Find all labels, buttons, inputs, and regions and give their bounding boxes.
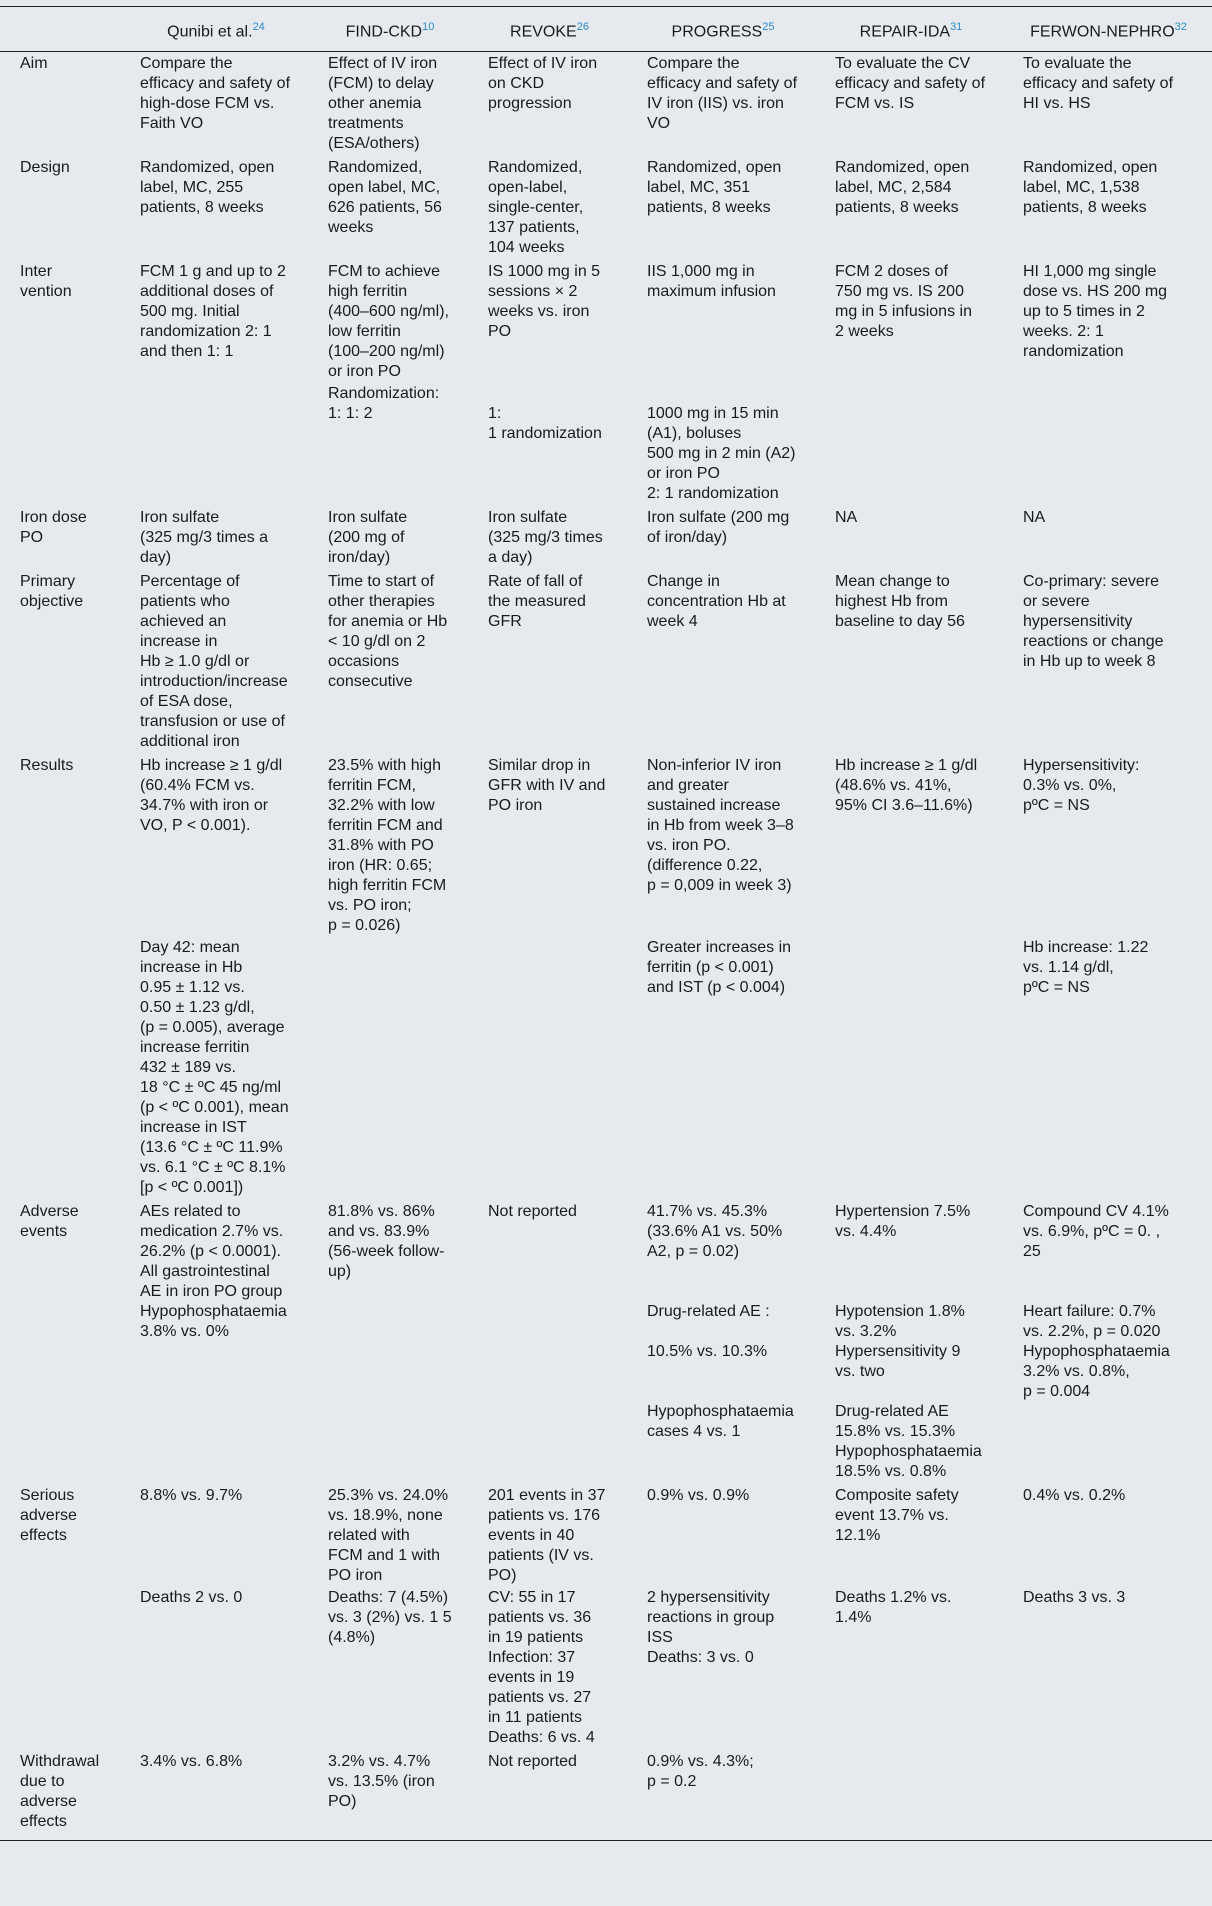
table-row: [0, 1588, 1212, 1750]
table-cell: [817, 570, 1005, 754]
table-cell: [470, 938, 629, 1200]
column-header-label: FIND-CKD: [345, 23, 423, 41]
cell-text: Deaths: 7 (4.5%) vs. 3 (2%) vs. 1 5 (4.8%): [328, 1589, 452, 1647]
cell-text: 81.8% vs. 86% and vs. 83.9% (56-week follow- up): [328, 1203, 445, 1281]
row-label: [0, 384, 122, 506]
table-row: [0, 1484, 1212, 1588]
table-cell: [470, 506, 629, 570]
row-label: [0, 1484, 122, 1588]
table-cell: [817, 1200, 1005, 1484]
table-cell: [470, 52, 629, 157]
table-cell: [310, 506, 470, 570]
row-label-text: Withdrawal due to adverse effects: [20, 1753, 100, 1831]
table-cell: [310, 384, 470, 506]
table-cell: [470, 1750, 629, 1841]
table-cell: [817, 1750, 1005, 1841]
cell-text: 25.3% vs. 24.0% vs. 18.9%, none related with FCM and 1 with PO iron: [328, 1487, 449, 1585]
column-header-6: [1005, 7, 1212, 52]
cell-text: HI 1,000 mg single dose vs. HS 200 mg up to 5 times in 2 weeks. 2: 1 randomization: [1023, 263, 1168, 361]
table-cell: [310, 1200, 470, 1484]
cell-text: Deaths 2 vs. 0: [140, 1589, 243, 1607]
cell-text: Effect of IV iron on CKD progression: [488, 55, 598, 113]
row-label: [0, 754, 122, 938]
cell-text: Randomized, open label, MC, 2,584 patients, 8 weeks: [835, 159, 970, 217]
column-header-label: REVOKE: [510, 23, 577, 41]
table-cell: [310, 1484, 470, 1588]
table-cell: [817, 506, 1005, 570]
table-row: [0, 260, 1212, 384]
table-row: [0, 1750, 1212, 1841]
table-cell: [817, 260, 1005, 384]
row-label: [0, 570, 122, 754]
table-cell: [629, 754, 817, 938]
cell-text: Mean change to highest Hb from baseline to day 56: [835, 573, 965, 631]
cell-text: Iron sulfate (200 mg of iron/day): [647, 509, 790, 547]
reference-number: 10: [422, 21, 435, 33]
table-cell: [310, 570, 470, 754]
table-row: [0, 156, 1212, 260]
cell-text: NA: [1023, 509, 1046, 527]
row-label: [0, 1200, 122, 1484]
row-label-text: Iron dose PO: [20, 509, 87, 547]
table-cell: [1005, 1588, 1212, 1750]
row-label-text: Design: [20, 159, 70, 177]
table-cell: [1005, 52, 1212, 157]
table-cell: [122, 1588, 310, 1750]
cell-text: 3.4% vs. 6.8%: [140, 1753, 243, 1771]
row-label: [0, 156, 122, 260]
cell-text: 41.7% vs. 45.3% (33.6% A1 vs. 50% A2, p = 0.02) Drug-related AE : 10.5% vs. 10.3% Hypophosphataemia cases 4 vs. 1: [647, 1203, 794, 1441]
cell-text: Not reported: [488, 1203, 577, 1221]
reference-number: 24: [252, 21, 265, 33]
cell-text: Percentage of patients who achieved an increase in Hb ≥ 1.0 g/dl or introduction/increase of ESA dose, transfusion or use of additional iron: [140, 573, 288, 751]
table-cell: [1005, 384, 1212, 506]
cell-text: Hypersensitivity: 0.3% vs. 0%, pºC = NS: [1023, 757, 1140, 815]
cell-text: 23.5% with high ferritin FCM, 32.2% with low ferritin FCM and 31.8% with PO iron (HR: 0.65; high ferritin FCM vs. PO iron; p = 0.026): [328, 757, 447, 935]
cell-text: 8.8% vs. 9.7%: [140, 1487, 243, 1505]
row-label: [0, 260, 122, 384]
cell-text: FCM 2 doses of 750 mg vs. IS 200 mg in 5 infusions in 2 weeks: [835, 263, 972, 341]
table-cell: [470, 754, 629, 938]
table-cell: [470, 1200, 629, 1484]
cell-text: 1: 1 randomization: [488, 405, 602, 443]
cell-text: 0.4% vs. 0.2%: [1023, 1487, 1126, 1505]
cell-text: Hb increase: 1.22 vs. 1.14 g/dl, pºC = NS: [1023, 939, 1149, 997]
cell-text: Deaths 3 vs. 3: [1023, 1589, 1126, 1607]
cell-text: Time to start of other therapies for anemia or Hb < 10 g/dl on 2 occasions consecutive: [328, 573, 448, 691]
cell-text: IIS 1,000 mg in maximum infusion: [647, 263, 776, 301]
cell-text: IS 1000 mg in 5 sessions × 2 weeks vs. iron PO: [488, 263, 601, 341]
cell-text: Randomized, open-label, single-center, 137 patients, 104 weeks: [488, 159, 584, 257]
table-cell: [629, 260, 817, 384]
table-cell: [817, 938, 1005, 1200]
cell-text: Deaths 1.2% vs. 1.4%: [835, 1589, 952, 1627]
table-cell: [470, 1484, 629, 1588]
row-label: [0, 52, 122, 157]
table-row: [0, 754, 1212, 938]
row-label-text: Adverse events: [20, 1203, 79, 1241]
row-label-text: Primary objective: [20, 573, 84, 611]
table-cell: [1005, 1750, 1212, 1841]
column-header-label: Qunibi et al.: [167, 23, 253, 41]
table-cell: [122, 938, 310, 1200]
table-cell: [310, 1588, 470, 1750]
cell-text: Hb increase ≥ 1 g/dl (60.4% FCM vs. 34.7% with iron or VO, P < 0.001).: [140, 757, 283, 835]
cell-text: Randomized, open label, MC, 1,538 patients, 8 weeks: [1023, 159, 1158, 217]
row-label-text: Serious adverse effects: [20, 1487, 77, 1545]
cell-text: AEs related to medication 2.7% vs. 26.2% (p < 0.0001). All gastrointestinal AE in iron PO group Hypophosphataemia 3.8% vs. 0%: [140, 1203, 287, 1341]
table-cell: [629, 1200, 817, 1484]
table-cell: [470, 260, 629, 384]
table-cell: [470, 1588, 629, 1750]
row-label: [0, 938, 122, 1200]
table-cell: [122, 156, 310, 260]
table-cell: [122, 1750, 310, 1841]
cell-text: Randomized, open label, MC, 626 patients, 56 weeks: [328, 159, 442, 237]
table-cell: [122, 384, 310, 506]
cell-text: Randomization: 1: 1: 2: [328, 385, 440, 423]
table-cell: [310, 1750, 470, 1841]
table-cell: [470, 570, 629, 754]
table-cell: [629, 938, 817, 1200]
header-corner: [0, 7, 122, 52]
cell-text: Compare the efficacy and safety of high-dose FCM vs. Faith VO: [140, 55, 291, 133]
table-cell: [1005, 506, 1212, 570]
cell-text: 0.9% vs. 4.3%; p = 0.2: [647, 1753, 754, 1791]
column-header-5: [817, 7, 1005, 52]
table-cell: [122, 570, 310, 754]
reference-number: 31: [950, 21, 963, 33]
table-cell: [1005, 1484, 1212, 1588]
table-cell: [1005, 156, 1212, 260]
table-cell: [122, 52, 310, 157]
column-header-4: [629, 7, 817, 52]
table-cell: [817, 156, 1005, 260]
reference-number: 26: [576, 21, 589, 33]
row-label: [0, 1750, 122, 1841]
cell-text: Day 42: mean increase in Hb 0.95 ± 1.12 vs. 0.50 ± 1.23 g/dl, (p = 0.005), average increase ferritin 432 ± 189 vs. 18 °C ± ºC 45 ng/ml (p < ºC 0.001), mean increase in IST (13.6 °C ± ºC 11.9% vs. 6.1 °C ± ºC 8.1% [p < ºC 0.001]): [140, 939, 289, 1197]
cell-text: Iron sulfate (200 mg of iron/day): [328, 509, 408, 567]
table-cell: [310, 52, 470, 157]
table-cell: [1005, 260, 1212, 384]
column-header-label: PROGRESS: [671, 23, 763, 41]
cell-text: Randomized, open label, MC, 255 patients, 8 weeks: [140, 159, 275, 217]
table-cell: [629, 1750, 817, 1841]
cell-text: 1000 mg in 15 min (A1), boluses 500 mg in 2 min (A2) or iron PO 2: 1 randomization: [647, 405, 796, 503]
table-cell: [629, 1588, 817, 1750]
cell-text: FCM to achieve high ferritin (400–600 ng/ml), low ferritin (100–200 ng/ml) or iron PO: [328, 263, 449, 381]
cell-text: Compound CV 4.1% vs. 6.9%, pºC = 0. , 25 Heart failure: 0.7% vs. 2.2%, p = 0.020 Hypophosphataemia 3.2% vs. 0.8%, p = 0.004: [1023, 1203, 1170, 1401]
column-header-label: REPAIR-IDA: [859, 23, 951, 41]
table-cell: [629, 570, 817, 754]
row-label-text: Aim: [20, 55, 48, 73]
cell-text: Hb increase ≥ 1 g/dl (48.6% vs. 41%, 95% CI 3.6–11.6%): [835, 757, 978, 815]
cell-text: NA: [835, 509, 858, 527]
reference-number: 25: [762, 21, 775, 33]
table-cell: [629, 156, 817, 260]
table-cell: [122, 1200, 310, 1484]
cell-text: Iron sulfate (325 mg/3 times a day): [140, 509, 269, 567]
column-header-label: FERWON-NEPHRO: [1030, 23, 1175, 41]
row-label: [0, 1588, 122, 1750]
cell-text: Co-primary: severe or severe hypersensitivity reactions or change in Hb up to week 8: [1023, 573, 1164, 671]
cell-text: Not reported: [488, 1753, 577, 1771]
table-cell: [310, 260, 470, 384]
table-row: [0, 52, 1212, 157]
cell-text: 0.9% vs. 0.9%: [647, 1487, 750, 1505]
table-cell: [817, 52, 1005, 157]
row-label: [0, 506, 122, 570]
table-cell: [629, 384, 817, 506]
cell-text: Change in concentration Hb at week 4: [647, 573, 786, 631]
table-cell: [817, 754, 1005, 938]
table-row: [0, 506, 1212, 570]
cell-text: Rate of fall of the measured GFR: [488, 573, 586, 631]
table-cell: [470, 384, 629, 506]
table-row: [0, 1200, 1212, 1484]
cell-text: 201 events in 37 patients vs. 176 events in 40 patients (IV vs. PO): [488, 1487, 606, 1585]
table-body: [0, 52, 1212, 1841]
table-cell: [629, 1484, 817, 1588]
cell-text: To evaluate the CV efficacy and safety of FCM vs. IS: [835, 55, 986, 113]
cell-text: Effect of IV iron (FCM) to delay other anemia treatments (ESA/others): [328, 55, 438, 153]
table-cell: [817, 1588, 1005, 1750]
cell-text: Randomized, open label, MC, 351 patients, 8 weeks: [647, 159, 782, 217]
table-cell: [629, 52, 817, 157]
cell-text: 2 hypersensitivity reactions in group ISS Deaths: 3 vs. 0: [647, 1589, 775, 1667]
table-cell: [122, 260, 310, 384]
header-row: [0, 7, 1212, 52]
table-row: [0, 938, 1212, 1200]
cell-text: Composite safety event 13.7% vs. 12.1%: [835, 1487, 959, 1545]
table-cell: [122, 1484, 310, 1588]
table-cell: [629, 506, 817, 570]
column-header-1: [122, 7, 310, 52]
cell-text: Non-inferior IV iron and greater sustained increase in Hb from week 3–8 vs. iron PO. (difference 0.22, p = 0,009 in week 3): [647, 757, 794, 895]
column-header-3: [470, 7, 629, 52]
row-label-text: Inter vention: [20, 263, 72, 301]
cell-text: CV: 55 in 17 patients vs. 36 in 19 patients Infection: 37 events in 19 patients vs. 27 in 11 patients Deaths: 6 vs. 4: [488, 1589, 595, 1747]
table-cell: [310, 938, 470, 1200]
table-row: [0, 384, 1212, 506]
table-cell: [1005, 754, 1212, 938]
reference-number: 32: [1174, 21, 1187, 33]
row-label-text: Results: [20, 757, 74, 775]
column-header-2: [310, 7, 470, 52]
cell-text: Greater increases in ferritin (p < 0.001) and IST (p < 0.004): [647, 939, 792, 997]
table-cell: [310, 754, 470, 938]
cell-text: FCM 1 g and up to 2 additional doses of 500 mg. Initial randomization 2: 1 and then 1: 1: [140, 263, 286, 361]
table-row: [0, 570, 1212, 754]
table-cell: [122, 754, 310, 938]
table-cell: [1005, 570, 1212, 754]
cell-text: Hypertension 7.5% vs. 4.4% Hypotension 1.8% vs. 3.2% Hypersensitivity 9 vs. two Drug-related AE 15.8% vs. 15.3% Hypophosphataemia 18.5% vs. 0.8%: [835, 1203, 982, 1481]
table-cell: [817, 1484, 1005, 1588]
cell-text: To evaluate the efficacy and safety of HI vs. HS: [1023, 55, 1174, 113]
table-cell: [1005, 1200, 1212, 1484]
table-cell: [1005, 938, 1212, 1200]
table-cell: [122, 506, 310, 570]
cell-text: Iron sulfate (325 mg/3 times a day): [488, 509, 603, 567]
comparison-table: [0, 6, 1212, 1841]
table-cell: [817, 384, 1005, 506]
cell-text: Similar drop in GFR with IV and PO iron: [488, 757, 606, 815]
table-cell: [310, 156, 470, 260]
cell-text: 3.2% vs. 4.7% vs. 13.5% (iron PO): [328, 1753, 435, 1811]
cell-text: Compare the efficacy and safety of IV iron (IIS) vs. iron VO: [647, 55, 798, 133]
table-cell: [470, 156, 629, 260]
